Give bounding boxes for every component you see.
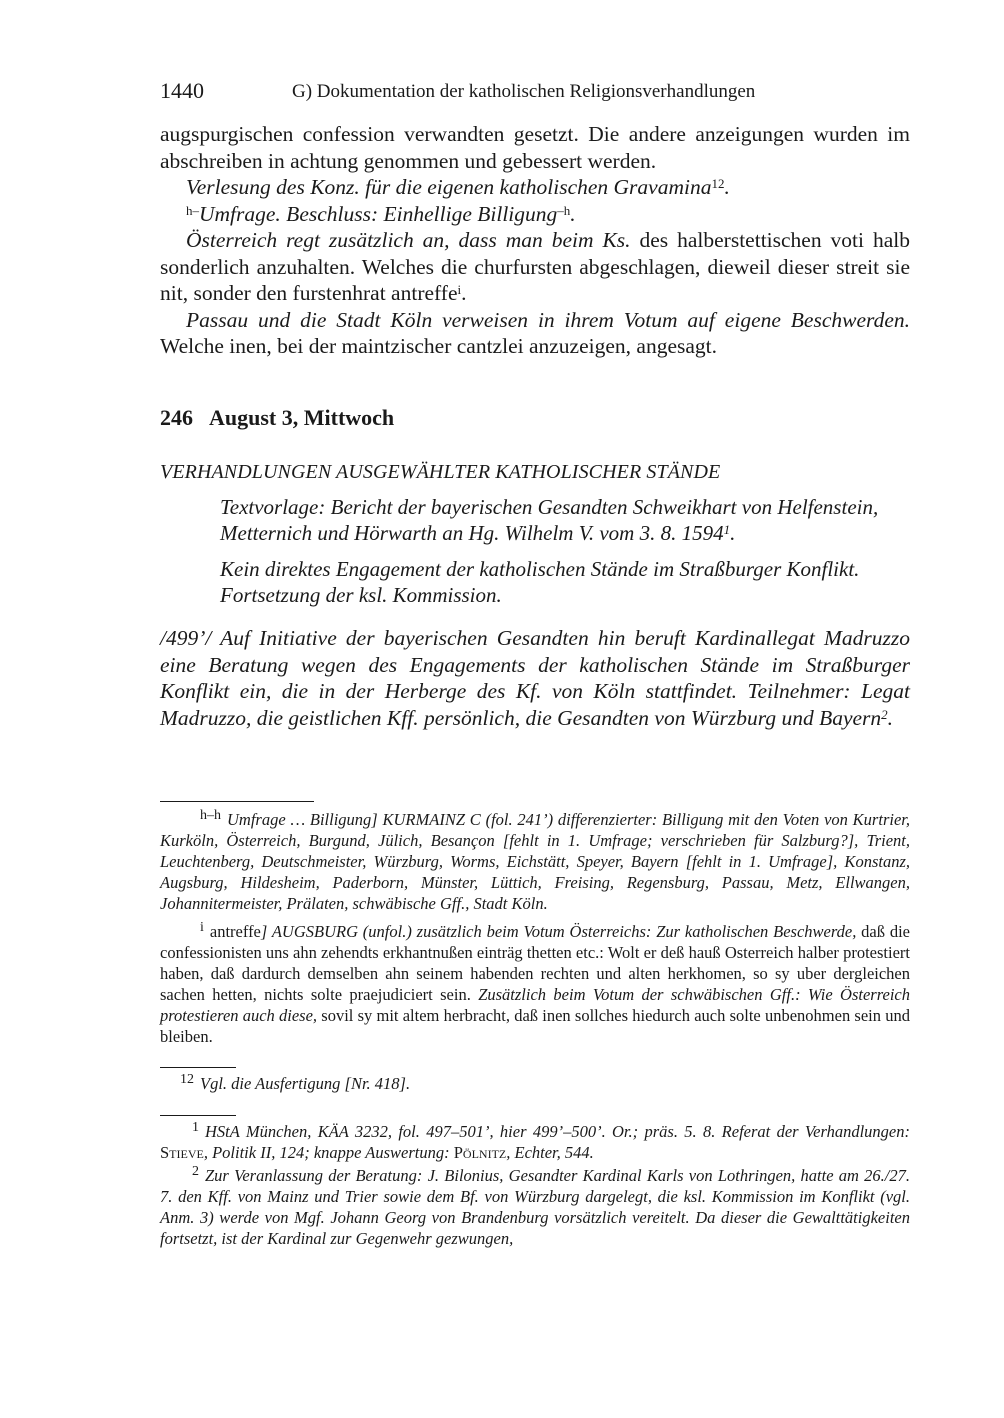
footnote-divider-annotations: [160, 1067, 236, 1068]
paragraph-1: augspurgischen confession verwandten gesetzt. Die andere anzeigungen wurden im abschreiben in achtung genommen und gebessert werden.: [160, 122, 910, 173]
summary-note: Kein direktes Engagement der katholischen Stände im Straßburger Konflikt. Fortsetzung der ksl. Kommission.: [220, 557, 860, 607]
footnote-2: $^2$ Zur Veranlassung der Beratung: J. Bilonius, Gesandter Kardinal Karls von Lothringen, hatte am 26./27. 7. den Kff. von Mainz und Trier sowie dem Bf. von Würzburg dargelegt, die ksl. Kommission im Konflikt (vgl. Anm. 3) werde von Mgf. Johann Georg von Brandenburg vorsätzlich vereitelt. Da dieser die Gewalttätigkeiten fortsetzt, ist der Kardinal zur Gegenwehr gezwungen,: [160, 1164, 910, 1248]
paragraph-2: Verlesung des Konz. für die eigenen katholischen Gravamina$^{12}$.: [186, 175, 730, 199]
variant-mark-i[interactable]: i: [457, 282, 462, 297]
variant-mark-h-open[interactable]: h–: [186, 202, 199, 218]
footnote-divider-variants: [160, 801, 314, 802]
footnote-marker-hh: h–h: [200, 808, 221, 823]
footnote-divider-notes: [160, 1115, 236, 1116]
footnote-h: $^{h-h}$ Umfrage … Billigung] KURMAINZ C (fol. 241’) differenzierter: Billigung mit den Voten von Kurtrier, Kurköln, Österreich, Burgund, Jülich, Besançon [fehlt in 1. Umfrage; verschrieben für Salzburg?], Trient, Leuchtenberg, Deutschmeister, Würzburg, Worms, Eichstätt, Speyer, Bayern [fehlt in 1. Umfrage], Konstanz, Augsburg, Hildesheim, Paderborn, Münster, Lüttich, Freising, Regensburg, Passau, Metz, Ellwangen, Johannitermeister, Prälaten, schwäbische Gff., Stadt Köln.: [160, 808, 910, 913]
footnote-marker-2: 2: [192, 1164, 199, 1179]
footnote-ref-12[interactable]: 12: [711, 176, 725, 191]
footnote-marker-1: 1: [192, 1120, 199, 1135]
section-caps-title: VERHANDLUNGEN AUSGEWÄHLTER KATHOLISCHER STÄNDE: [160, 461, 721, 483]
paragraph-4: Österreich regt zusätzlich an, dass man beim Ks. des halberstettischen voti halb sonderlich anzuhalten. Welches die churfursten abgeschlagen, dieweil dieser streit sie nit, sonder den furstenhrat antreffe$^i$.: [160, 228, 910, 305]
footnote-marker-12: 12: [180, 1072, 194, 1087]
paragraph-3: $^{h-}$Umfrage. Beschluss: Einhellige Billigung$^{-h}$.: [186, 201, 576, 226]
section-date: August 3, Mittwoch: [209, 405, 395, 430]
section-number: 246: [160, 405, 193, 430]
variant-mark-h-close[interactable]: –h: [557, 202, 571, 218]
footnote-ref-2[interactable]: 2: [881, 706, 888, 722]
paragraph-5: Passau und die Stadt Köln verweisen in ihrem Votum auf eigene Beschwerden. Welche inen, bei der maintzischer cantzlei anzuzeigen, angesagt.: [160, 307, 910, 358]
footnote-marker-i: i: [200, 920, 204, 935]
footnote-1: $^1$ HStA München, KÄA 3232, fol. 497–501’, hier 499’–500’. Or.; präs. 5. 8. Referat der Verhandlungen: Stieve, Politik II, 124; knappe Auswertung: Pölnitz, Echter, 544.: [160, 1120, 910, 1162]
footnote-i: $^i$ antreffe] AUGSBURG (unfol.) zusätzlich beim Votum Österreichs: Zur katholischen Beschwerde, daß die confessionisten uns ahn zehendts erkhantnußen einträg thetten etc.: Wolt er deß hauß Osterreich halber protestiert haben, daß dardurch demselben ahn seinem habenden rechten und alten herkhomen, so sy uber dergleichen sachen hetten, nichts solte praejudiciert sein. Zusätzlich beim Votum der schwäbischen Gff.: Wie Österreich protestieren auch diese, sovil sy mit altem herbracht, daß inen sollches hiedurch auch solte unbenohmen sein und bleiben.: [160, 920, 911, 1046]
source-note: Textvorlage: Bericht der bayerischen Gesandten Schweikhart von Helfenstein, Metternich und Hörwarth an Hg. Wilhelm V. vom 3. 8. 1594$^1$.: [220, 495, 879, 545]
section-paragraph: /499’/ Auf Initiative der bayerischen Gesandten hin beruft Kardinallegat Madruzzo eine Beratung wegen des Engagements der katholischen Stände im Straßburger Konflikt ein, die in der Herberge des Kf. von Köln stattfindet. Teilnehmer: Legat Madruzzo, die geistlichen Kff. persönlich, die Gesandten von Würzburg und Bayern$^2$.: [160, 626, 910, 730]
footnote-ref-1[interactable]: 1: [723, 522, 731, 537]
body-text: [160, 121, 910, 360]
running-header: [160, 78, 910, 108]
page-number: 1440: [160, 78, 204, 103]
section-heading: [160, 405, 394, 431]
running-title: G) Dokumentation der katholischen Religionsverhandlungen: [292, 81, 756, 102]
footnote-12: $^{12}$ Vgl. die Ausfertigung [Nr. 418].: [180, 1072, 411, 1093]
